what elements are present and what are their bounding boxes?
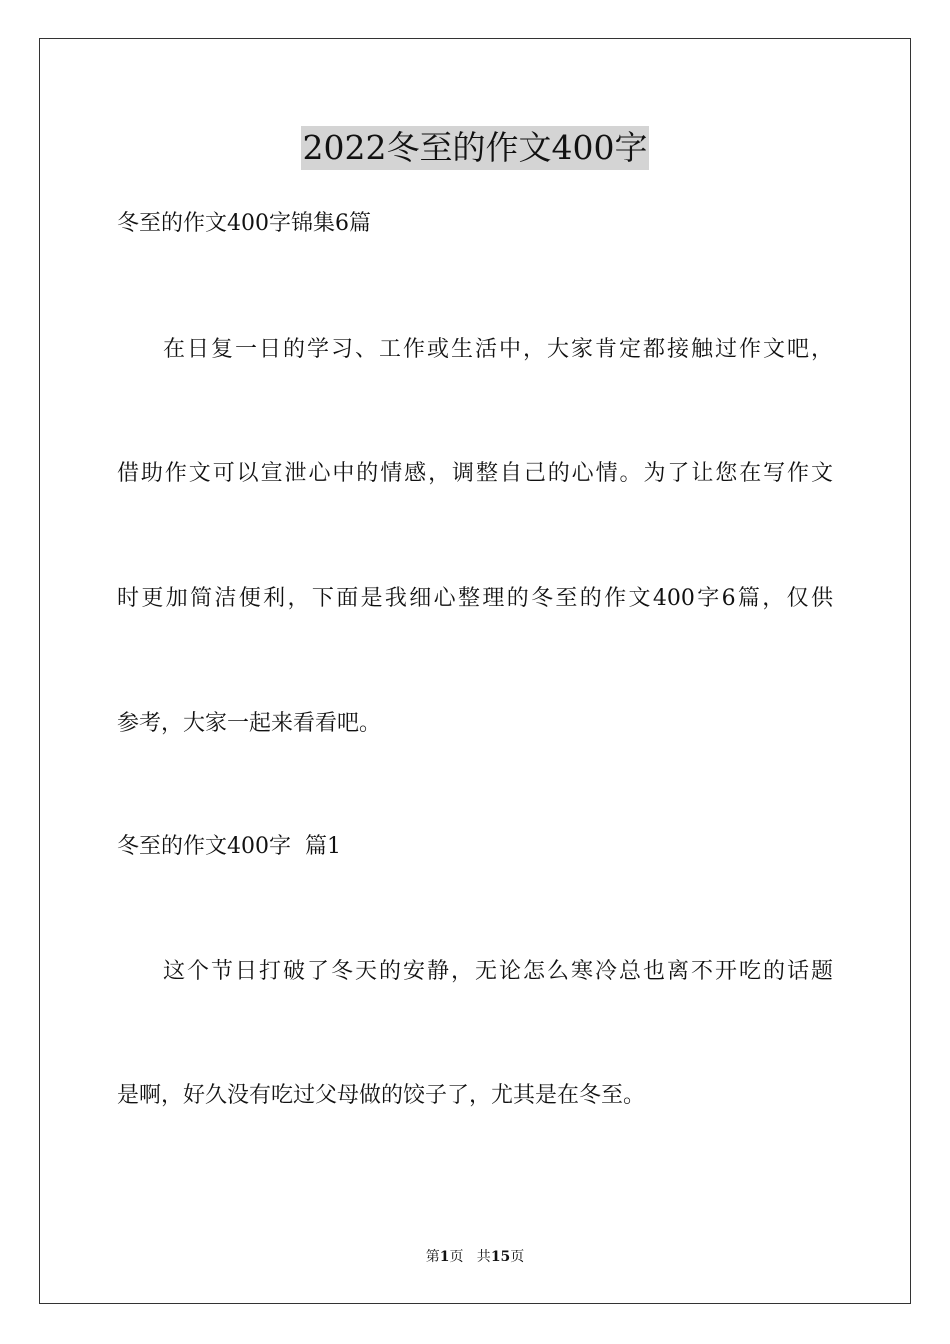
paragraph-2-line-1: 这个节日打破了冬天的安静，无论怎么寒冷总也离不开吃的话题 <box>163 959 833 984</box>
document-title: 2022冬至的作文400字 <box>301 126 650 170</box>
footer-page-number: 1 <box>439 1249 450 1265</box>
page-footer <box>0 1247 950 1267</box>
footer-prefix: 第 <box>425 1249 440 1265</box>
footer-total-pages: 15 <box>490 1249 511 1265</box>
paragraph-1-line-4: 参考，大家一起来看看吧。 <box>117 711 382 736</box>
footer-middle: 页 共 <box>449 1249 491 1265</box>
paragraph-1-line-3: 时更加简洁便利，下面是我细心整理的冬至的作文400字6篇，仅供 <box>117 586 833 611</box>
document-subtitle: 冬至的作文400字锦集6篇 <box>117 211 371 236</box>
footer-suffix: 页 <box>510 1249 525 1265</box>
paragraph-2-line-2: 是啊，好久没有吃过父母做的饺子了，尤其是在冬至。 <box>117 1083 646 1108</box>
section-heading-1: 冬至的作文400字 篇1 <box>117 834 341 859</box>
paragraph-1-line-2: 借助作文可以宣泄心中的情感，调整自己的心情。为了让您在写作文 <box>117 461 833 486</box>
paragraph-1-line-1: 在日复一日的学习、工作或生活中，大家肯定都接触过作文吧， <box>163 337 833 362</box>
title-container <box>0 126 950 170</box>
